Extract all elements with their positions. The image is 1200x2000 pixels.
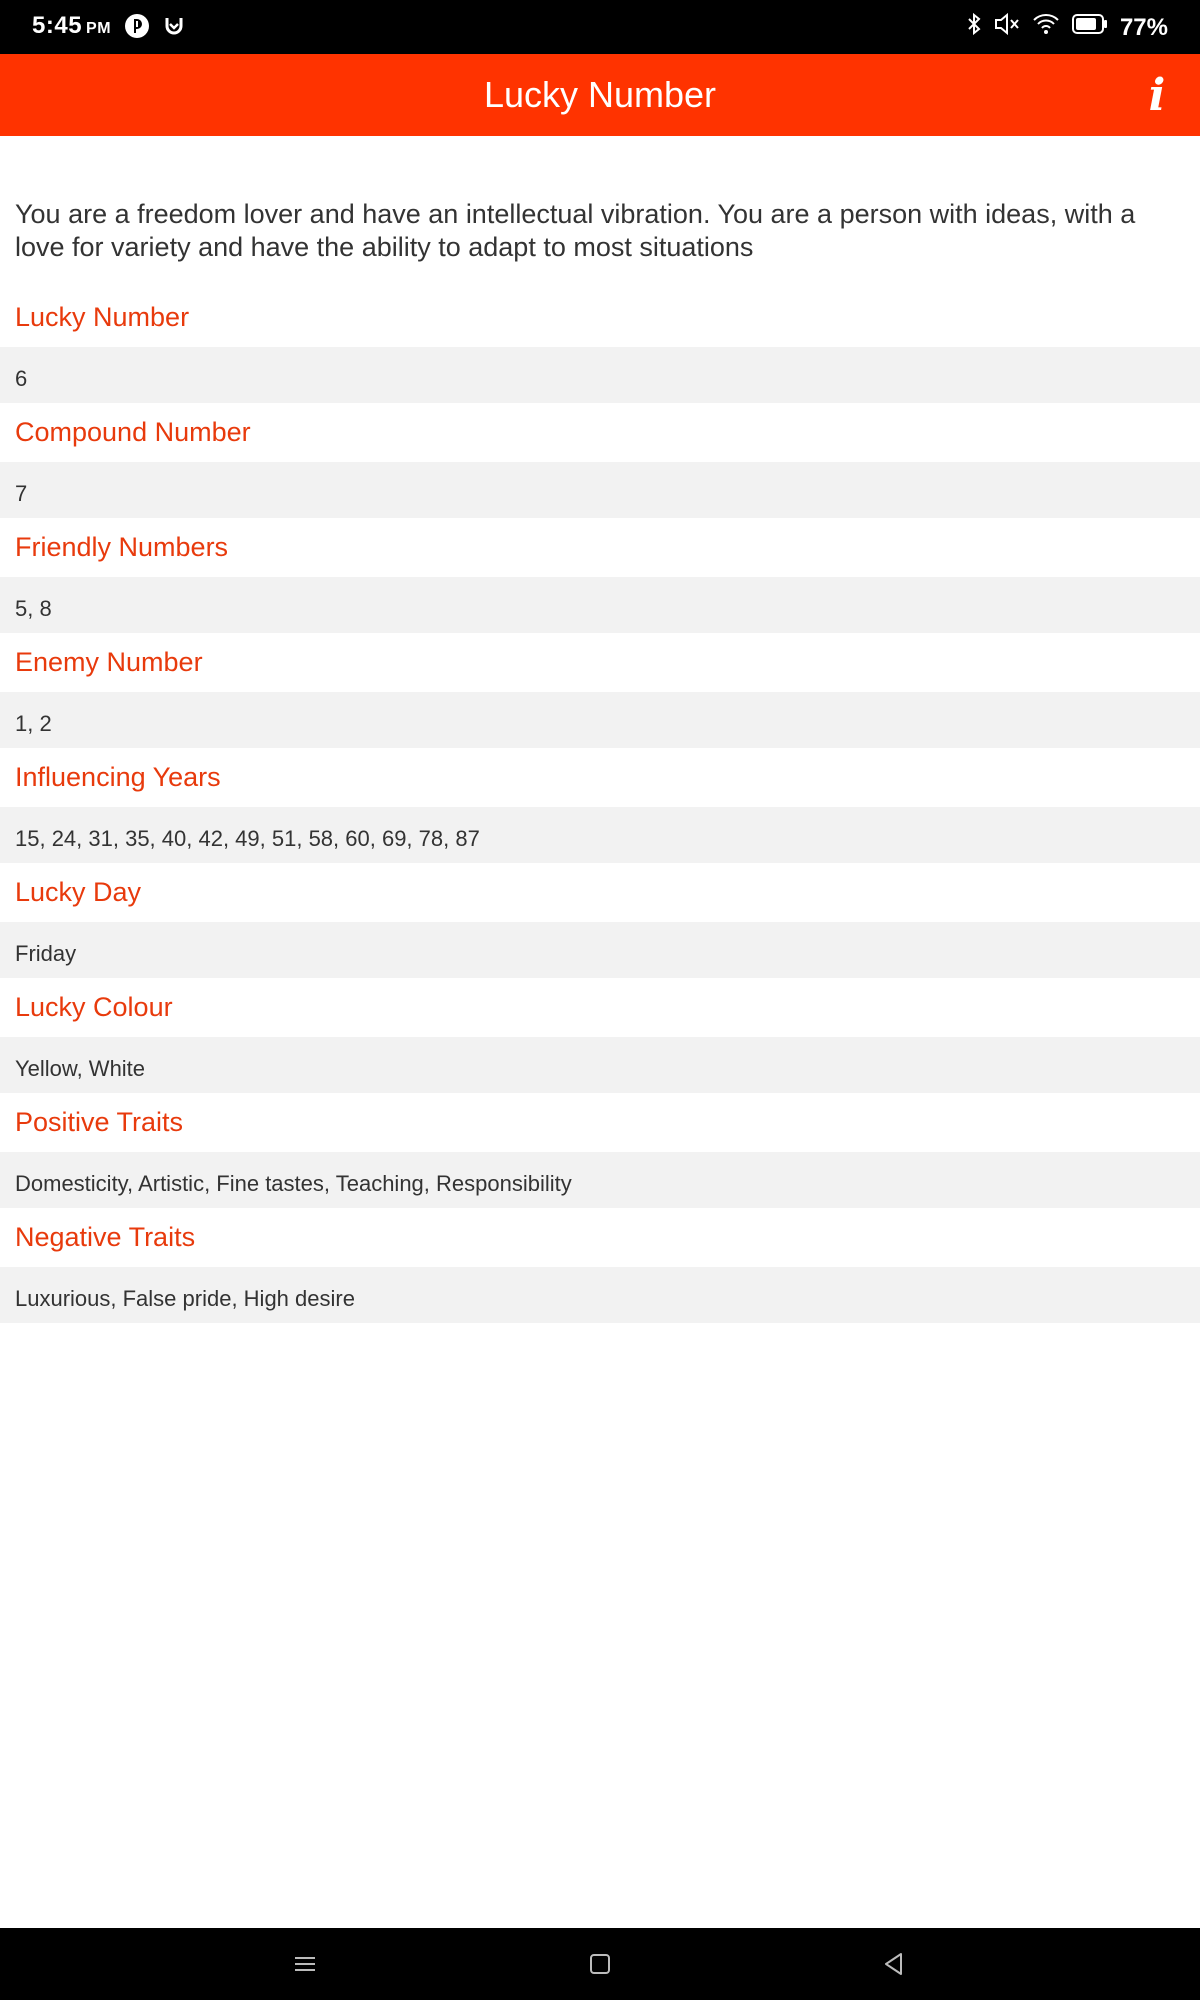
section-title: Friendly Numbers (15, 532, 229, 562)
home-icon (587, 1951, 613, 1982)
status-bar (0, 0, 1200, 54)
menu-icon (292, 1954, 318, 1979)
bluetooth-icon (966, 12, 982, 43)
app-bar (0, 54, 1200, 136)
description-text: You are a freedom lover and have an intellectual vibration. You are a person with ideas, with a love for variety and have the ability to adapt to most situations (15, 199, 1136, 262)
section-title: Lucky Day (15, 877, 142, 907)
section-lucky-number (0, 288, 1200, 403)
status-time-ampm: PM (86, 20, 112, 37)
content (0, 136, 1200, 1323)
wifi-icon (1032, 12, 1060, 43)
section-title: Compound Number (15, 417, 251, 447)
status-notification-icons (124, 13, 184, 44)
section-title: Negative Traits (15, 1222, 196, 1252)
back-icon (881, 1951, 907, 1982)
section-value: 15, 24, 31, 35, 40, 42, 49, 51, 58, 60, 69, 78, 87 (0, 807, 1200, 863)
section-value: 5, 8 (0, 577, 1200, 633)
section-influencing-years (0, 748, 1200, 863)
section-negative-traits (0, 1208, 1200, 1323)
section-enemy-number (0, 633, 1200, 748)
section-title: Lucky Number (15, 302, 190, 332)
battery-percent: 77% (1119, 13, 1168, 41)
status-time (32, 12, 111, 40)
section-value: 1, 2 (0, 692, 1200, 748)
page-title: Lucky Number (483, 74, 717, 115)
mute-icon (994, 12, 1020, 43)
section-value: Friday (0, 922, 1200, 978)
section-value: 7 (0, 462, 1200, 518)
section-title: Positive Traits (15, 1107, 184, 1137)
back-button[interactable] (874, 1946, 914, 1986)
section-value: Yellow, White (0, 1037, 1200, 1093)
section-lucky-colour (0, 978, 1200, 1093)
section-positive-traits (0, 1093, 1200, 1208)
section-value: Domesticity, Artistic, Fine tastes, Teaching, Responsibility (0, 1152, 1200, 1208)
menu-button[interactable] (285, 1946, 325, 1986)
section-compound-number (0, 403, 1200, 518)
section-value: 6 (0, 347, 1200, 403)
navigation-bar (0, 1928, 1200, 2000)
section-title: Influencing Years (15, 762, 221, 792)
status-system-icons (966, 12, 1168, 43)
status-time-value: 5:45 (32, 12, 83, 39)
section-title: Enemy Number (15, 647, 203, 677)
section-lucky-day (0, 863, 1200, 978)
home-button[interactable] (580, 1946, 620, 1986)
app-notification-icon (124, 13, 150, 44)
battery-icon (1072, 13, 1108, 42)
section-title: Lucky Colour (15, 992, 173, 1022)
shield-notification-icon (164, 15, 184, 42)
info-button[interactable] (1132, 68, 1182, 122)
info-icon: i (1148, 69, 1166, 121)
section-value: Luxurious, False pride, High desire (0, 1267, 1200, 1323)
section-friendly-numbers (0, 518, 1200, 633)
